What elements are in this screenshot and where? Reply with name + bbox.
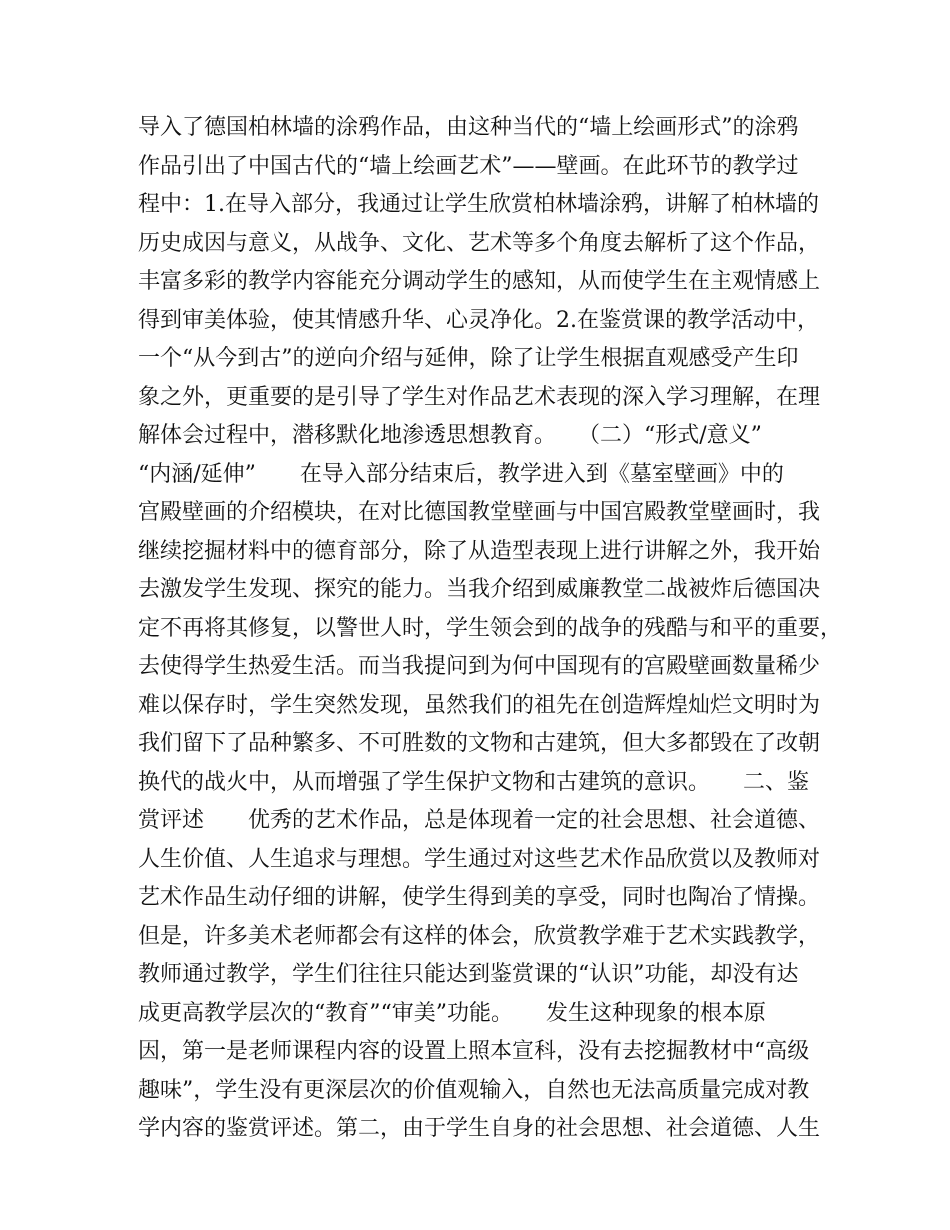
text-line: 解体会过程中，潜移默化地渗透思想教育。 （二）“形式/意义” xyxy=(138,423,762,448)
text-line: 换代的战火中，从而增强了学生保护文物和古建筑的意识。 二、鉴 xyxy=(138,769,810,795)
text-line: 去使得学生热爱生活。而当我提问到为何中国现有的宫殿壁画数量稀少 xyxy=(138,654,821,679)
text-line: 学内容的鉴赏评述。第二，由于学生自身的社会思想、社会道德、人生 xyxy=(138,1116,821,1141)
text-line: 趣味”，学生没有更深层次的价值观输入，自然也无法高质量完成对教 xyxy=(138,1077,810,1103)
text-line: 我们留下了品种繁多、不可胜数的文物和古建筑，但大多都毁在了改朝 xyxy=(138,731,821,756)
text-line: 成更高教学层次的“教育”“审美”功能。 发生这种现象的根本原 xyxy=(138,1000,766,1026)
text-line: 去激发学生发现、探究的能力。当我介绍到威廉教堂二战被炸后德国决 xyxy=(138,577,821,602)
text-line: 但是，许多美术老师都会有这样的体会，欣赏教学难于艺术实践教学， xyxy=(138,923,821,949)
text-line: 定不再将其修复，以警世人时，学生领会到的战争的残酷与和平的重要， xyxy=(138,615,843,641)
text-line: 宫殿壁画的介绍模块，在对比德国教堂壁画与中国宫殿教堂壁画时，我 xyxy=(138,500,821,525)
text-line: 继续挖掘材料中的德育部分，除了从造型表现上进行讲解之外，我开始 xyxy=(138,538,821,564)
text-line: 赏评述 优秀的艺术作品，总是体现着一定的社会思想、社会道德、 xyxy=(138,808,821,833)
text-line: 得到审美体验，使其情感升华、心灵净化。2.在鉴赏课的教学活动中， xyxy=(138,307,819,333)
text-line: “内涵/延伸” 在导入部分结束后，教学进入到《墓室壁画》中的 xyxy=(138,461,784,487)
text-line: 难以保存时，学生突然发现，虽然我们的祖先在创造辉煌灿烂文明时为 xyxy=(138,692,821,718)
text-line: 因，第一是老师课程内容的设置上照本宣科，没有去挖掘教材中“高级 xyxy=(138,1039,810,1064)
text-line: 丰富多彩的教学内容能充分调动学生的感知，从而使学生在主观情感上 xyxy=(138,269,821,294)
body-text xyxy=(138,109,843,1149)
text-line: 艺术作品生动仔细的讲解，使学生得到美的享受，同时也陶冶了情操。 xyxy=(138,885,821,910)
text-line: 教师通过教学，学生们往往只能达到鉴赏课的“认识”功能，却没有达 xyxy=(138,962,799,987)
text-line: 人生价值、人生追求与理想。学生通过对这些艺术作品欣赏以及教师对 xyxy=(138,846,821,872)
text-line: 历史成因与意义，从战争、文化、艺术等多个角度去解析了这个作品， xyxy=(138,230,821,256)
text-line: 作品引出了中国古代的“墙上绘画艺术”——壁画。在此环节的教学过 xyxy=(138,153,799,179)
text-line: 一个“从今到古”的逆向介绍与延伸，除了让学生根据直观感受产生印 xyxy=(138,346,799,371)
text-line: 象之外，更重要的是引导了学生对作品艺术表现的深入学习理解，在理 xyxy=(138,384,821,410)
text-line: 导入了德国柏林墙的涂鸦作品，由这种当代的“墙上绘画形式”的涂鸦 xyxy=(138,115,799,140)
text-line: 程中：1.在导入部分，我通过让学生欣赏柏林墙涂鸦，讲解了柏林墙的 xyxy=(138,192,819,217)
